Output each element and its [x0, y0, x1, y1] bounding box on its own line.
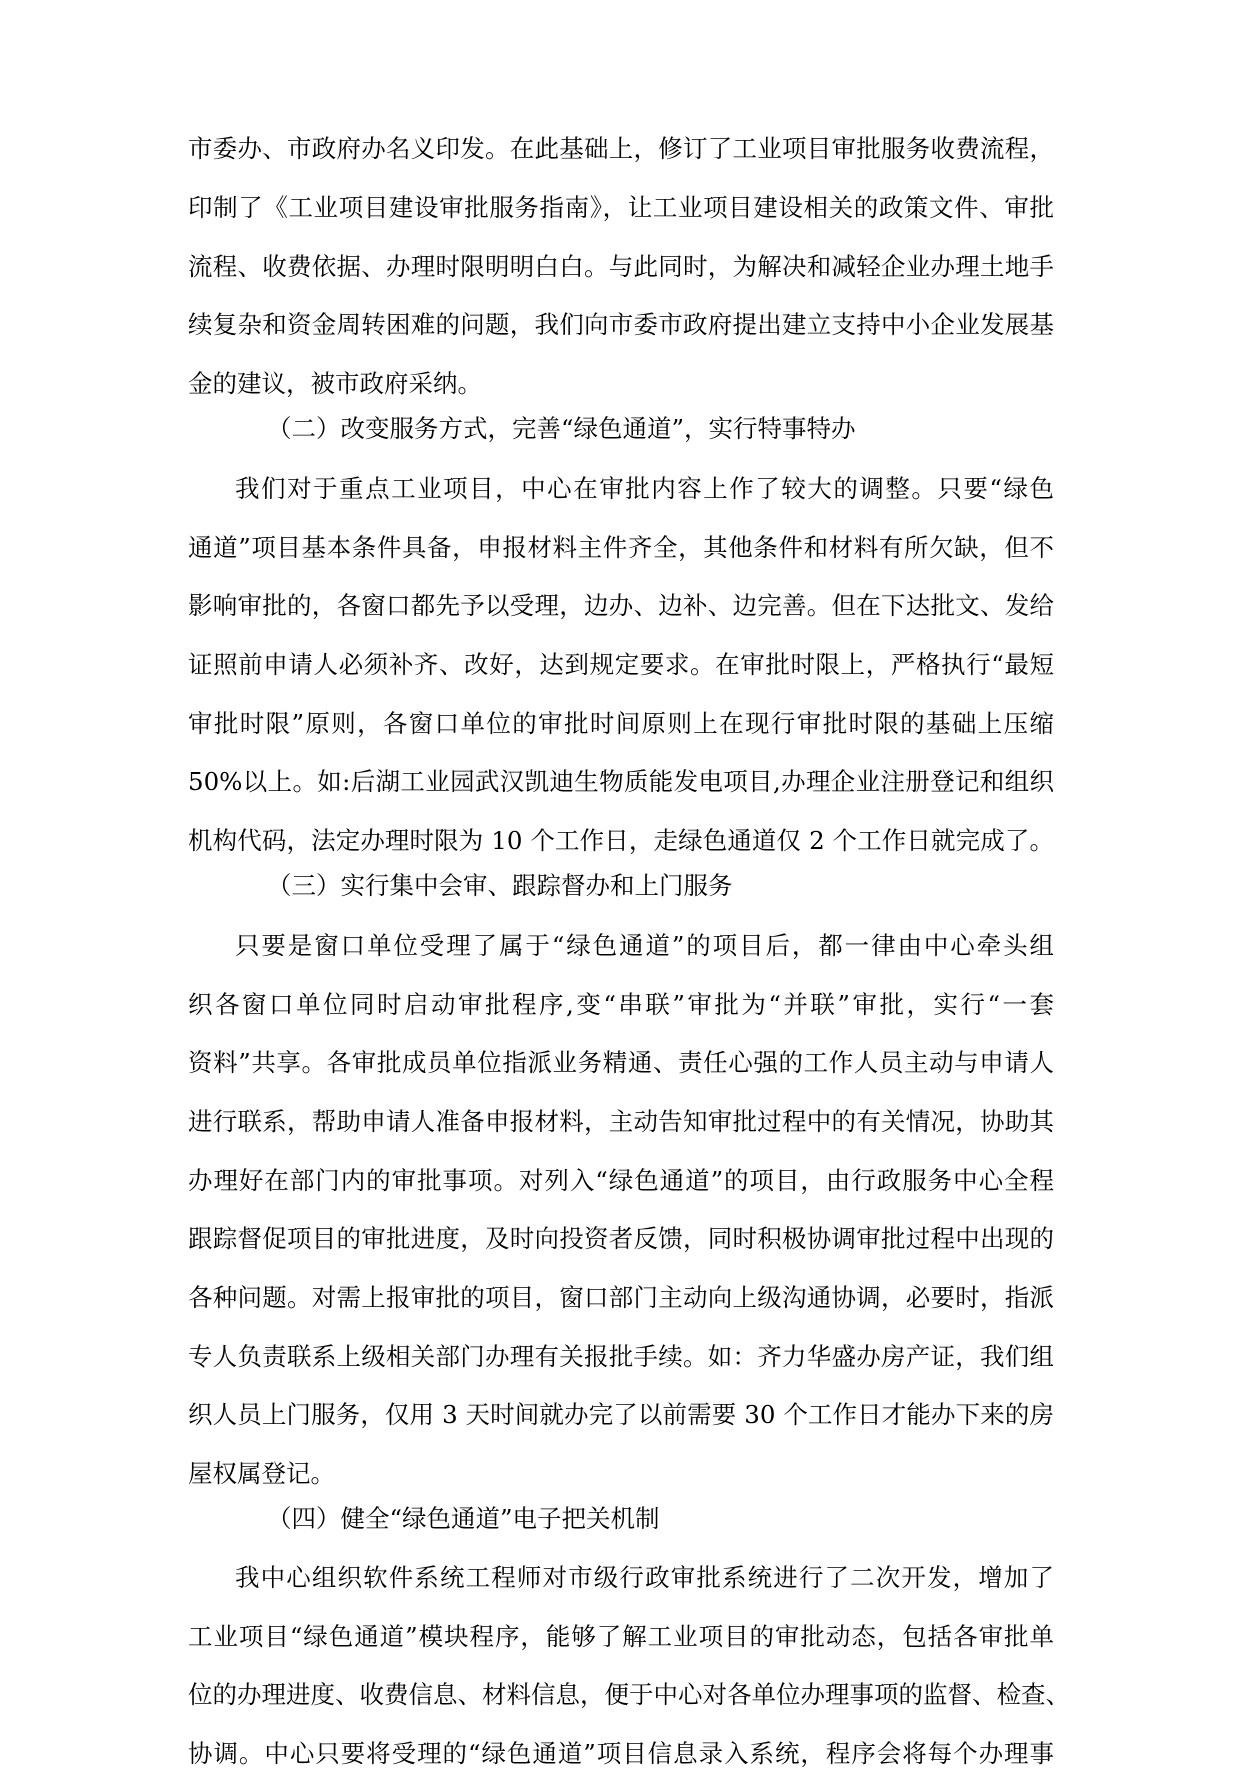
text-line: 金的建议，被市政府采纳。 — [188, 369, 482, 398]
paragraph-first-line: 我们对于重点工业项目，中心在审批内容上作了较大的调整。只要“绿色 — [235, 474, 1054, 503]
text-line: 印制了《工业项目建设审批服务指南》，让工业项目建设相关的政策文件、审批 — [188, 193, 1054, 222]
text-line: 协调。中心只要将受理的“绿色通道”项目信息录入系统，程序会将每个办理事 — [188, 1739, 1054, 1768]
paragraph-first-line: 只要是窗口单位受理了属于“绿色通道”的项目后，都一律由中心牵头组 — [235, 931, 1054, 960]
text-line: 通道”项目基本条件具备，申报材料主件齐全，其他条件和材料有所欠缺，但不 — [188, 533, 1054, 562]
text-line: 市委办、市政府办名义印发。在此基础上，修订了工业项目审批服务收费流程， — [188, 134, 1054, 163]
text-line: 跟踪督促项目的审批进度，及时向投资者反馈，同时积极协调审批过程中出现的 — [188, 1224, 1054, 1253]
text-line: 续复杂和资金周转困难的问题，我们向市委市政府提出建立支持中小企业发展基 — [188, 310, 1054, 339]
text-line: 屋权属登记。 — [188, 1459, 335, 1488]
text-line: 办理好在部门内的审批事项。对列入“绿色通道”的项目，由行政服务中心全程 — [188, 1166, 1054, 1195]
text-line: 影响审批的，各窗口都先予以受理，边办、边补、边完善。但在下达批文、发给 — [188, 591, 1054, 620]
text-line: 织各窗口单位同时启动审批程序,变“串联”审批为“并联”审批，实行“一套 — [188, 990, 1054, 1019]
text-line: 机构代码，法定办理时限为 10 个工作日，走绿色通道仅 2 个工作日就完成了。 — [188, 826, 1054, 855]
text-line: 审批时限”原则，各窗口单位的审批时间原则上在现行审批时限的基础上压缩 — [188, 709, 1054, 738]
text-line: 资料”共享。各审批成员单位指派业务精通、责任心强的工作人员主动与申请人 — [188, 1048, 1054, 1077]
text-line: 位的办理进度、收费信息、材料信息，便于中心对各单位办理事项的监督、检查、 — [188, 1680, 1070, 1709]
text-line: 专人负责联系上级相关部门办理有关报批手续。如：齐力华盛办房产证，我们组 — [188, 1342, 1054, 1371]
text-line: 进行联系，帮助申请人准备申报材料，主动告知审批过程中的有关情况，协助其 — [188, 1107, 1054, 1136]
text-line: 流程、收费依据、办理时限明明白白。与此同时，为解决和减轻企业办理土地手 — [188, 252, 1054, 281]
section-heading: （二）改变服务方式，完善“绿色通道”，实行特事特办 — [267, 414, 856, 443]
section-heading: （三）实行集中会审、跟踪督办和上门服务 — [267, 871, 733, 900]
paragraph-first-line: 我中心组织软件系统工程师对市级行政审批系统进行了二次开发，增加了 — [235, 1563, 1054, 1592]
text-line: 各种问题。对需上报审批的项目，窗口部门主动向上级沟通协调，必要时，指派 — [188, 1283, 1054, 1312]
section-heading: （四）健全“绿色通道”电子把关机制 — [267, 1504, 660, 1533]
text-line: 50%以上。如:后湖工业园武汉凯迪生物质能发电项目,办理企业注册登记和组织 — [188, 767, 1054, 796]
text-line: 证照前申请人必须补齐、改好，达到规定要求。在审批时限上，严格执行“最短 — [188, 650, 1054, 679]
text-line: 织人员上门服务，仅用 3 天时间就办完了以前需要 30 个工作日才能办下来的房 — [188, 1400, 1054, 1429]
text-line: 工业项目“绿色通道”模块程序，能够了解工业项目的审批动态，包括各审批单 — [188, 1622, 1054, 1651]
